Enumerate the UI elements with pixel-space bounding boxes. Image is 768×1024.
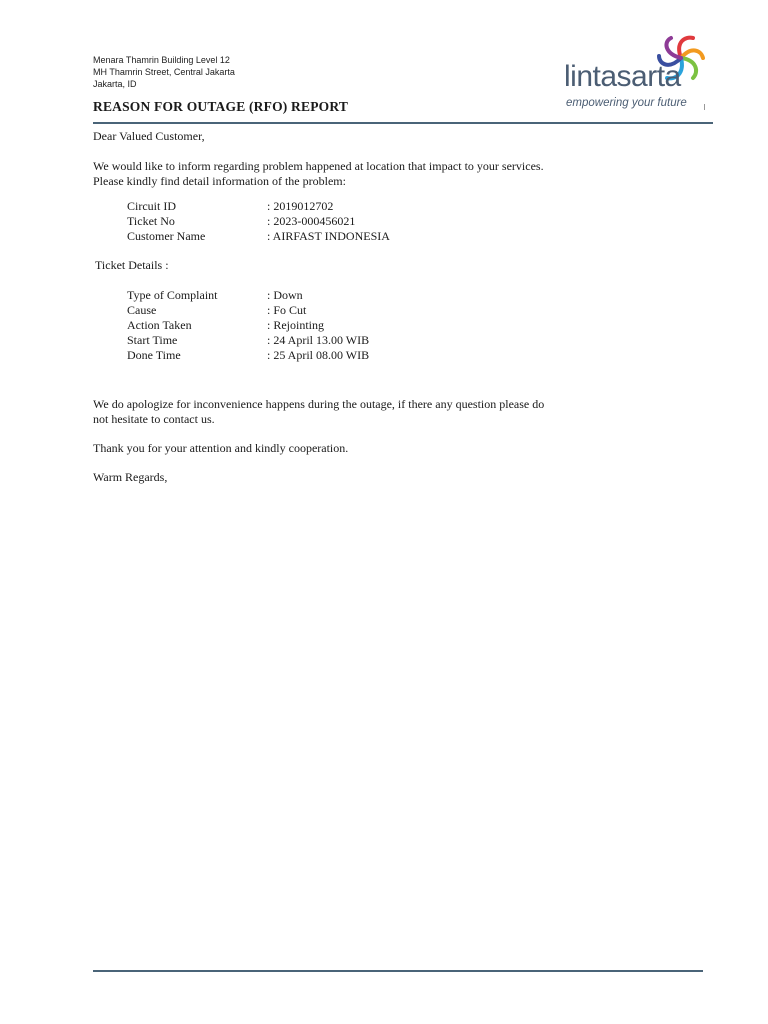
header-divider <box>93 122 713 124</box>
info-label: Circuit ID <box>127 199 176 213</box>
info-value: : 2019012702 <box>267 199 334 213</box>
page-title: REASON FOR OUTAGE (RFO) REPORT <box>93 99 349 114</box>
intro-line: Please kindly find detail information of the problem: <box>93 174 346 188</box>
detail-label: Type of Complaint <box>127 288 218 302</box>
greeting: Dear Valued Customer, <box>93 129 205 143</box>
detail-label: Cause <box>127 303 157 317</box>
info-label: Ticket No <box>127 214 175 228</box>
info-value: : 2023-000456021 <box>267 214 356 228</box>
header-tick <box>704 104 705 110</box>
company-address <box>93 54 235 90</box>
apology-line: not hesitate to contact us. <box>93 412 215 426</box>
apology-line: We do apologize for inconvenience happens during the outage, if there any question please do <box>93 397 545 411</box>
info-value: : AIRFAST INDONESIA <box>267 229 390 243</box>
address-line: Jakarta, ID <box>93 79 137 89</box>
detail-label: Action Taken <box>127 318 192 332</box>
company-logo <box>560 30 710 115</box>
logo-wordmark: lintasarta <box>564 60 681 93</box>
detail-value: : 25 April 08.00 WIB <box>267 348 370 362</box>
thanks-line: Thank you for your attention and kindly cooperation. <box>93 441 349 455</box>
info-label: Customer Name <box>127 229 206 243</box>
ticket-details-heading: Ticket Details : <box>95 258 169 272</box>
detail-label: Done Time <box>127 348 181 362</box>
detail-value: : Fo Cut <box>267 303 307 317</box>
detail-value: : 24 April 13.00 WIB <box>267 333 370 347</box>
detail-value: : Rejointing <box>267 318 324 332</box>
intro-line: We would like to inform regarding problem happened at location that impact to your services. <box>93 159 544 173</box>
logo-tagline: empowering your future <box>566 97 687 109</box>
address-line: Menara Thamrin Building Level 12 <box>93 55 230 65</box>
detail-label: Start Time <box>127 333 178 347</box>
footer-divider <box>93 970 703 972</box>
address-line: MH Thamrin Street, Central Jakarta <box>93 67 235 77</box>
detail-value: : Down <box>267 288 303 302</box>
closing-line: Warm Regards, <box>93 470 168 484</box>
